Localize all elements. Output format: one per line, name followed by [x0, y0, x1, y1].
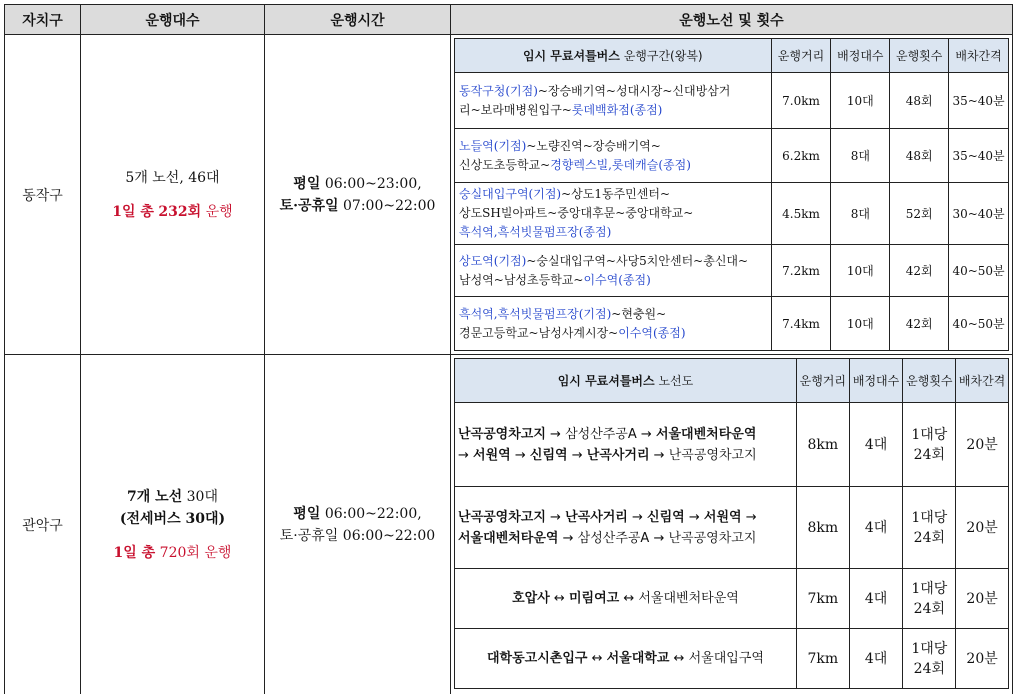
distance-cell: 7.4km	[771, 297, 831, 351]
header-vehicles: 운행대수	[81, 5, 265, 35]
dongjak-row	[5, 35, 1013, 355]
interval-cell: 40~50분	[949, 245, 1009, 297]
dongjak-vehicles	[81, 35, 265, 355]
distance-cell: 8km	[796, 403, 849, 487]
header-hours: 운행시간	[265, 5, 451, 35]
table-row	[455, 73, 1009, 129]
runs-cell: 1대당 24회	[903, 403, 956, 487]
interval-cell: 35~40분	[949, 73, 1009, 129]
gwanak-route-table	[454, 358, 1009, 689]
buses-cell: 10대	[831, 245, 890, 297]
interval-cell: 20분	[956, 403, 1009, 487]
table-row	[455, 629, 1009, 689]
runs-cell: 1대당 24회	[903, 629, 956, 689]
district-dongjak: 동작구	[5, 35, 81, 355]
table-row	[455, 183, 1009, 245]
buses-cell: 8대	[831, 129, 890, 183]
gwanak-weekday: 평일 06:00~22:00,	[293, 505, 422, 522]
buses-cell: 4대	[849, 487, 903, 569]
gw-h-distance: 운행거리	[796, 359, 849, 403]
gw-h-route: 임시 무료셔틀버스 노선도	[455, 359, 797, 403]
dongjak-total: 1일 총 232회 운행	[112, 203, 233, 220]
gw-h-buses: 배정대수	[849, 359, 903, 403]
table-row	[455, 403, 1009, 487]
header-district: 자치구	[5, 5, 81, 35]
runs-cell: 1대당 24회	[903, 569, 956, 629]
runs-cell: 42회	[890, 297, 949, 351]
route-cell: 노들역(기점)~노량진역~장승배기역~ 신상도초등학교~경향렉스빌,롯데캐슬(종점)	[455, 129, 772, 183]
dongjak-routes	[451, 35, 1013, 355]
gwanak-routes	[451, 355, 1013, 694]
buses-cell: 4대	[849, 629, 903, 689]
route-cell: 동작구청(기점)~장승배기역~성대시장~신대방삼거 리~보라매병원입구~롯데백화점(종점)	[455, 73, 772, 129]
route-cell: 호압사 ↔ 미림여고 ↔ 서울대벤처타운역	[455, 569, 797, 629]
gwanak-hours	[265, 355, 451, 694]
gw-h-runs: 운행횟수	[903, 359, 956, 403]
route-cell: 대학동고시촌입구 ↔ 서울대학교 ↔ 서울대입구역	[455, 629, 797, 689]
distance-cell: 6.2km	[771, 129, 831, 183]
dj-h-route: 임시 무료셔틀버스 운행구간(왕복)	[455, 39, 772, 73]
interval-cell: 35~40분	[949, 129, 1009, 183]
distance-cell: 8km	[796, 487, 849, 569]
runs-cell: 48회	[890, 73, 949, 129]
gwanak-weekend: 토·공휴일 06:00~22:00	[279, 527, 436, 544]
dongjak-vehicles-line: 5개 노선, 46대	[125, 169, 220, 186]
shuttle-bus-document	[4, 4, 1012, 690]
gwanak-row	[5, 355, 1013, 694]
dj-h-interval: 배차간격	[949, 39, 1009, 73]
dongjak-route-table	[454, 38, 1009, 351]
buses-cell: 10대	[831, 297, 890, 351]
route-cell: 숭실대입구역(기점)~상도1동주민센터~ 상도SH빌아파트~중앙대후문~중앙대학교~ 흑석역,흑석빗물펌프장(종점)	[455, 183, 772, 245]
dj-h-runs: 운행횟수	[890, 39, 949, 73]
runs-cell: 52회	[890, 183, 949, 245]
interval-cell: 20분	[956, 487, 1009, 569]
interval-cell: 30~40분	[949, 183, 1009, 245]
runs-cell: 1대당 24회	[903, 487, 956, 569]
table-row	[455, 245, 1009, 297]
header-routes: 운행노선 및 횟수	[451, 5, 1013, 35]
shuttle-table	[4, 4, 1013, 694]
interval-cell: 20분	[956, 629, 1009, 689]
gwanak-vehicles-line: 7개 노선 30대	[127, 488, 218, 505]
route-cell: 흑석역,흑석빗물펌프장(기점)~현충원~ 경문고등학교~남성사계시장~이수역(종점)	[455, 297, 772, 351]
district-gwanak: 관악구	[5, 355, 81, 694]
dongjak-route-header	[455, 39, 1009, 73]
table-row	[455, 487, 1009, 569]
route-cell: 상도역(기점)~숭실대입구역~사당5치안센터~총신대~ 남성역~남성초등학교~이수역(종점)	[455, 245, 772, 297]
gwanak-charter-line: (전세버스 30대)	[119, 510, 226, 527]
distance-cell: 7km	[796, 569, 849, 629]
distance-cell: 7.0km	[771, 73, 831, 129]
buses-cell: 4대	[849, 569, 903, 629]
interval-cell: 20분	[956, 569, 1009, 629]
table-row	[455, 569, 1009, 629]
dongjak-hours	[265, 35, 451, 355]
buses-cell: 4대	[849, 403, 903, 487]
gwanak-route-header	[455, 359, 1009, 403]
distance-cell: 4.5km	[771, 183, 831, 245]
gwanak-vehicles	[81, 355, 265, 694]
buses-cell: 8대	[831, 183, 890, 245]
runs-cell: 48회	[890, 129, 949, 183]
dj-h-distance: 운행거리	[771, 39, 831, 73]
interval-cell: 40~50분	[949, 297, 1009, 351]
distance-cell: 7.2km	[771, 245, 831, 297]
gwanak-total: 1일 총 720회 운행	[113, 544, 232, 561]
dj-h-buses: 배정대수	[831, 39, 890, 73]
table-row	[455, 129, 1009, 183]
header-row	[5, 5, 1013, 35]
table-row	[455, 297, 1009, 351]
dongjak-weekend: 토·공휴일 07:00~22:00	[279, 197, 436, 214]
gw-h-interval: 배차간격	[956, 359, 1009, 403]
route-cell: 난곡공영차고지 → 난곡사거리 → 신림역 → 서원역 → 서울대벤처타운역 → 삼성산주공A → 난곡공영차고지	[455, 487, 797, 569]
runs-cell: 42회	[890, 245, 949, 297]
buses-cell: 10대	[831, 73, 890, 129]
distance-cell: 7km	[796, 629, 849, 689]
route-cell: 난곡공영차고지 → 삼성산주공A → 서울대벤처타운역 → 서원역 → 신림역 → 난곡사거리 → 난곡공영차고지	[455, 403, 797, 487]
dongjak-weekday: 평일 06:00~23:00,	[293, 175, 422, 192]
